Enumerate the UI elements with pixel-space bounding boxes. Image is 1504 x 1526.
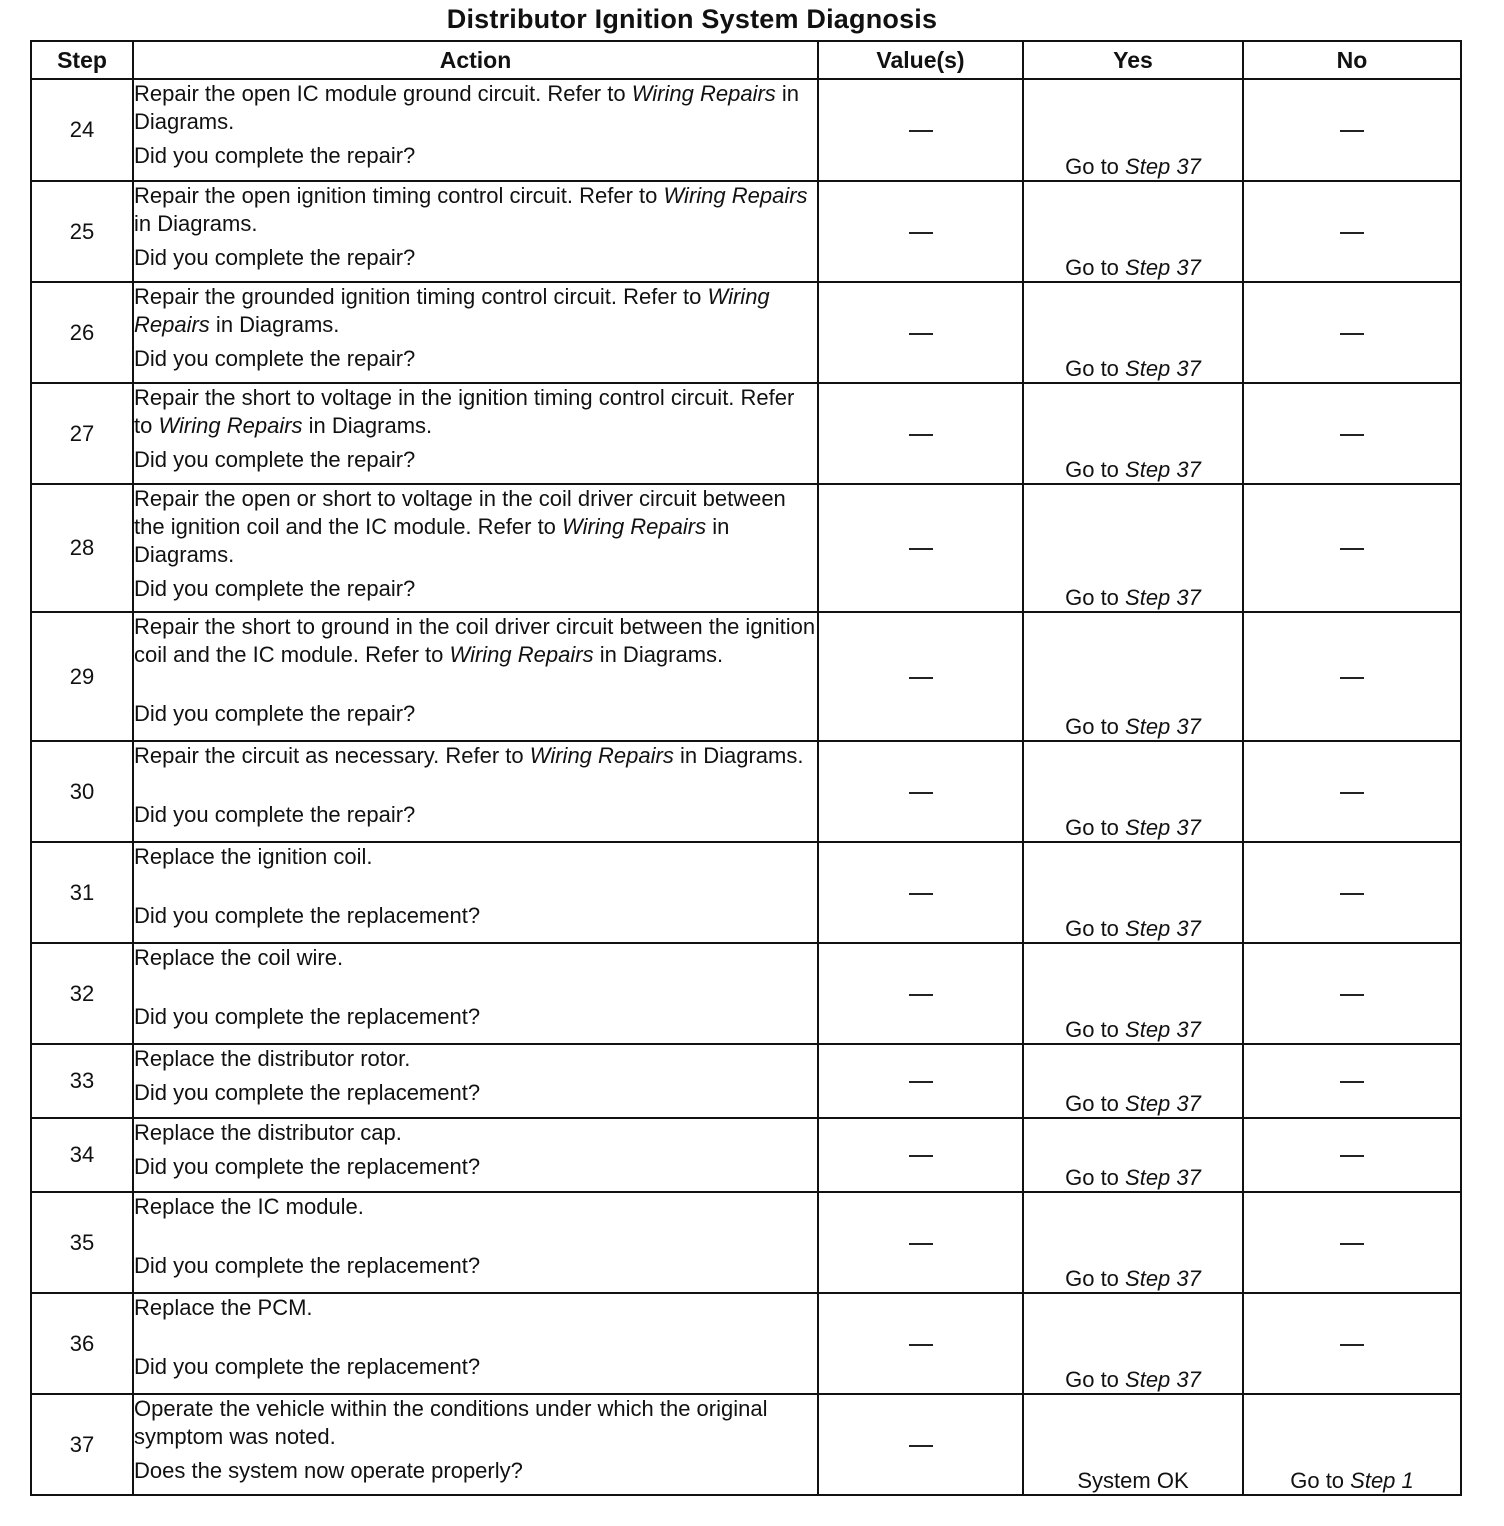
dash xyxy=(909,1344,933,1346)
yes-cell xyxy=(1023,1118,1243,1192)
yes-cell xyxy=(1023,484,1243,612)
value-cell xyxy=(818,1118,1023,1192)
text-run: Operate the vehicle within the conditions under which the original symptom was noted. xyxy=(134,1396,768,1449)
action-content xyxy=(134,613,817,728)
table-row xyxy=(31,484,1461,612)
table-row xyxy=(31,282,1461,383)
dash xyxy=(909,548,933,550)
text-run: Repair the open ignition timing control circuit. Refer to xyxy=(134,183,664,208)
step-number: 31 xyxy=(31,842,133,943)
no-cell xyxy=(1243,383,1461,484)
dash xyxy=(909,994,933,996)
text-run: Go to xyxy=(1065,154,1126,179)
dash xyxy=(909,1445,933,1447)
text-run: Go to xyxy=(1065,1367,1126,1392)
action-text xyxy=(134,384,817,440)
dash xyxy=(909,792,933,794)
action-cell xyxy=(133,383,818,484)
action-question: Did you complete the repair? xyxy=(134,701,416,726)
table-row xyxy=(31,1044,1461,1118)
value-cell xyxy=(818,181,1023,282)
no-cell xyxy=(1243,1293,1461,1394)
dash xyxy=(909,677,933,679)
step-number: 25 xyxy=(31,181,133,282)
text-run: Go to xyxy=(1065,457,1126,482)
text-run: Replace the coil wire. xyxy=(134,945,344,970)
text-run: in Diagrams. xyxy=(134,211,258,236)
table-body xyxy=(31,79,1461,1495)
reference-text: Step 37 xyxy=(1125,916,1201,941)
dash xyxy=(909,1155,933,1157)
text-run: in Diagrams. xyxy=(593,642,724,667)
action-content xyxy=(134,283,817,370)
value-cell xyxy=(818,282,1023,383)
dash xyxy=(909,232,933,234)
action-cell xyxy=(133,741,818,842)
table-row xyxy=(31,612,1461,741)
dash xyxy=(1340,333,1364,335)
page-title: Distributor Ignition System Diagnosis xyxy=(446,4,938,34)
text-run: Go to xyxy=(1065,1017,1126,1042)
value-cell xyxy=(818,1394,1023,1495)
header-no: No xyxy=(1243,41,1461,79)
step-number: 34 xyxy=(31,1118,133,1192)
text-run: Repair the circuit as necessary. Refer to xyxy=(134,743,530,768)
reference-text: Wiring Repairs xyxy=(631,81,776,106)
action-content xyxy=(134,742,817,829)
text-run: in Diagrams. xyxy=(209,312,340,337)
text-run: Repair the grounded ignition timing control circuit. Refer to xyxy=(134,284,708,309)
action-question: Did you complete the replacement? xyxy=(134,1154,481,1179)
yes-cell xyxy=(1023,612,1243,741)
dash xyxy=(909,333,933,335)
dash xyxy=(909,1243,933,1245)
text-run: Go to xyxy=(1065,714,1126,739)
yes-cell xyxy=(1023,1293,1243,1394)
step-number: 24 xyxy=(31,79,133,181)
reference-text: Step 37 xyxy=(1125,356,1201,381)
no-cell xyxy=(1243,1192,1461,1293)
step-number: 30 xyxy=(31,741,133,842)
step-number: 29 xyxy=(31,612,133,741)
action-text xyxy=(134,1294,817,1322)
yes-cell xyxy=(1023,1192,1243,1293)
action-text xyxy=(134,182,817,238)
table-row xyxy=(31,79,1461,181)
action-question: Did you complete the repair? xyxy=(134,346,416,371)
action-cell xyxy=(133,1044,818,1118)
dash xyxy=(1340,792,1364,794)
action-cell xyxy=(133,484,818,612)
value-cell xyxy=(818,484,1023,612)
action-cell xyxy=(133,282,818,383)
reference-text: Step 37 xyxy=(1125,714,1201,739)
table-header-row xyxy=(31,41,1461,79)
action-question: Did you complete the replacement? xyxy=(134,903,481,928)
text-run: Replace the IC module. xyxy=(134,1194,364,1219)
table-row xyxy=(31,1394,1461,1495)
dash xyxy=(1340,232,1364,234)
step-number: 26 xyxy=(31,282,133,383)
action-cell xyxy=(133,612,818,741)
text-run: Replace the distributor cap. xyxy=(134,1120,402,1145)
action-text xyxy=(134,1395,817,1451)
text-run: Go to xyxy=(1065,1266,1126,1291)
table-row xyxy=(31,181,1461,282)
yes-cell xyxy=(1023,1044,1243,1118)
action-text xyxy=(134,843,817,871)
text-run: Go to xyxy=(1065,585,1126,610)
text-run: Go to xyxy=(1065,1165,1126,1190)
action-cell xyxy=(133,943,818,1044)
yes-cell xyxy=(1023,943,1243,1044)
action-content xyxy=(134,485,817,599)
step-number: 35 xyxy=(31,1192,133,1293)
reference-text: Wiring Repairs xyxy=(663,183,808,208)
yes-cell xyxy=(1023,383,1243,484)
yes-cell xyxy=(1023,842,1243,943)
step-number: 27 xyxy=(31,383,133,484)
text-run: Repair the short to ground in the coil driver circuit between the ignition coil and the IC module. Refer to xyxy=(134,614,816,667)
step-number: 32 xyxy=(31,943,133,1044)
reference-text: Step 37 xyxy=(1125,1091,1201,1116)
table-row xyxy=(31,1192,1461,1293)
action-question: Did you complete the replacement? xyxy=(134,1354,481,1379)
table-row xyxy=(31,1118,1461,1192)
action-question: Does the system now operate properly? xyxy=(134,1458,523,1483)
value-cell xyxy=(818,943,1023,1044)
value-cell xyxy=(818,1192,1023,1293)
text-run: Repair the short to voltage in the ignition timing control circuit. Refer to xyxy=(134,385,795,438)
value-cell xyxy=(818,1293,1023,1394)
no-cell xyxy=(1243,484,1461,612)
no-cell xyxy=(1243,181,1461,282)
dash xyxy=(1340,893,1364,895)
text-run: in Diagrams. xyxy=(134,81,800,134)
action-content xyxy=(134,182,817,269)
dash xyxy=(1340,677,1364,679)
action-cell xyxy=(133,1394,818,1495)
no-cell xyxy=(1243,842,1461,943)
action-question: Did you complete the repair? xyxy=(134,245,416,270)
dash xyxy=(1340,1243,1364,1245)
action-cell xyxy=(133,79,818,181)
no-cell xyxy=(1243,1044,1461,1118)
no-cell xyxy=(1243,1394,1461,1495)
action-cell xyxy=(133,842,818,943)
yes-cell xyxy=(1023,79,1243,181)
reference-text: Step 1 xyxy=(1350,1468,1414,1493)
action-question: Did you complete the repair? xyxy=(134,447,416,472)
action-text xyxy=(134,1119,817,1147)
step-number: 28 xyxy=(31,484,133,612)
action-content xyxy=(134,1193,817,1280)
reference-text: Step 37 xyxy=(1125,255,1201,280)
reference-text: Step 37 xyxy=(1125,154,1201,179)
no-cell xyxy=(1243,943,1461,1044)
text-run: Go to xyxy=(1065,255,1126,280)
dash xyxy=(1340,994,1364,996)
action-question: Did you complete the repair? xyxy=(134,802,416,827)
reference-text: Wiring Repairs xyxy=(449,642,594,667)
dash xyxy=(909,1081,933,1083)
reference-text: Step 37 xyxy=(1125,1017,1201,1042)
reference-text: Step 37 xyxy=(1125,1266,1201,1291)
dash xyxy=(1340,434,1364,436)
header-yes: Yes xyxy=(1023,41,1243,79)
action-question: Did you complete the replacement? xyxy=(134,1253,481,1278)
text-run: in Diagrams. xyxy=(673,743,804,768)
value-cell xyxy=(818,79,1023,181)
action-text xyxy=(134,283,817,339)
action-content xyxy=(134,1119,817,1179)
action-content xyxy=(134,1294,817,1381)
header-values: Value(s) xyxy=(818,41,1023,79)
text-run: Repair the open or short to voltage in the coil driver circuit between the ignition coil and the IC module. Refer to xyxy=(134,486,786,539)
no-cell xyxy=(1243,1118,1461,1192)
header-action: Action xyxy=(133,41,818,79)
action-cell xyxy=(133,181,818,282)
action-question: Did you complete the replacement? xyxy=(134,1080,481,1105)
value-cell xyxy=(818,741,1023,842)
action-cell xyxy=(133,1118,818,1192)
action-text xyxy=(134,485,817,569)
yes-cell xyxy=(1023,1394,1243,1495)
reference-text: Step 37 xyxy=(1125,815,1201,840)
text-run: Go to xyxy=(1065,916,1126,941)
step-number: 37 xyxy=(31,1394,133,1495)
dash xyxy=(1340,130,1364,132)
dash xyxy=(1340,1155,1364,1157)
action-content xyxy=(134,1045,817,1105)
value-cell xyxy=(818,612,1023,741)
text-run: Repair the open IC module ground circuit. Refer to xyxy=(134,81,632,106)
action-cell xyxy=(133,1293,818,1394)
reference-text: Step 37 xyxy=(1125,1165,1201,1190)
dash xyxy=(909,130,933,132)
no-cell xyxy=(1243,79,1461,181)
table-row xyxy=(31,842,1461,943)
text-run: Go to xyxy=(1065,815,1126,840)
action-question: Did you complete the replacement? xyxy=(134,1004,481,1029)
text-run: System OK xyxy=(1077,1468,1189,1493)
no-cell xyxy=(1243,612,1461,741)
dash xyxy=(1340,548,1364,550)
dash xyxy=(909,434,933,436)
action-question: Did you complete the repair? xyxy=(134,143,416,168)
yes-cell xyxy=(1023,181,1243,282)
reference-text: Wiring Repairs xyxy=(529,743,674,768)
step-number: 33 xyxy=(31,1044,133,1118)
yes-cell xyxy=(1023,741,1243,842)
text-run: in Diagrams. xyxy=(302,413,433,438)
text-run: Replace the ignition coil. xyxy=(134,844,373,869)
yes-cell xyxy=(1023,282,1243,383)
no-cell xyxy=(1243,741,1461,842)
dash xyxy=(1340,1344,1364,1346)
text-run: Replace the PCM. xyxy=(134,1295,313,1320)
action-text xyxy=(134,1045,817,1073)
action-text xyxy=(134,742,817,770)
table-row xyxy=(31,1293,1461,1394)
text-run: Go to xyxy=(1065,1091,1126,1116)
table-row xyxy=(31,943,1461,1044)
step-number: 36 xyxy=(31,1293,133,1394)
reference-text: Wiring Repairs xyxy=(134,284,770,337)
action-content xyxy=(134,1395,817,1482)
table-row xyxy=(31,741,1461,842)
reference-text: Wiring Repairs xyxy=(158,413,303,438)
text-run: Go to xyxy=(1065,356,1126,381)
action-content xyxy=(134,80,817,168)
dash xyxy=(1340,1081,1364,1083)
text-run: Replace the distributor rotor. xyxy=(134,1046,411,1071)
header-step: Step xyxy=(31,41,133,79)
reference-text: Step 37 xyxy=(1125,585,1201,610)
reference-text: Step 37 xyxy=(1125,457,1201,482)
action-text xyxy=(134,1193,817,1221)
no-cell xyxy=(1243,282,1461,383)
reference-text: Wiring Repairs xyxy=(562,514,707,539)
value-cell xyxy=(818,383,1023,484)
action-text xyxy=(134,944,817,972)
action-text xyxy=(134,613,817,669)
table-row xyxy=(31,383,1461,484)
reference-text: Step 37 xyxy=(1125,1367,1201,1392)
value-cell xyxy=(818,842,1023,943)
text-run: in Diagrams. xyxy=(134,514,730,567)
action-cell xyxy=(133,1192,818,1293)
value-cell xyxy=(818,1044,1023,1118)
action-content xyxy=(134,384,817,471)
action-text xyxy=(134,80,817,136)
diagnosis-table xyxy=(30,40,1462,1496)
text-run: Go to xyxy=(1290,1468,1351,1493)
action-content xyxy=(134,944,817,1031)
action-content xyxy=(134,843,817,930)
dash xyxy=(909,893,933,895)
action-question: Did you complete the repair? xyxy=(134,576,416,601)
